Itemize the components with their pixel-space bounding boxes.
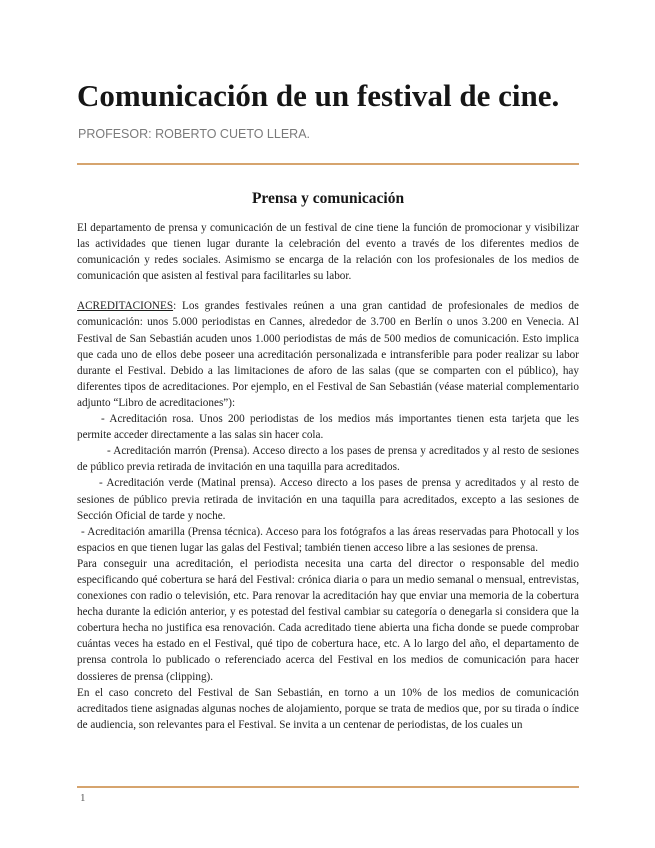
document-title: Comunicación de un festival de cine. <box>77 78 560 113</box>
paragraph-2: Para conseguir una acreditación, el periodista necesita una carta del director o responsable del medio especificando qué cobertura se hará del Festival: crónica diaria o para un medio semanal o mensual, entrevistas, conexiones con radio o televisión, etc. Para renovar la acreditación hay que enviar una memoria de la cobertura hecha durante la edición anterior, y es potestad del festival cambiar su categoría o denegarla si considera que la cobertura hecha no justifica esa renovación. Cada acreditado tiene abierta una ficha donde se puede comprobar cuántas veces ha estado en el Festival, qué tipo de cobertura hace, etc. A lo largo del año, el departamento de prensa controla lo publicado o referenciado acerca del Festival en los medios de comunicación para hacer dossieres de prensa (clipping). <box>77 557 579 683</box>
list-item: - Acreditación marrón (Prensa). Acceso directo a los pases de prensa y acreditados y al resto de sesiones de público previa retirada de invitación en una taquilla para acreditados. <box>77 445 579 474</box>
document-subtitle: PROFESOR: ROBERTO CUETO LLERA. <box>78 127 311 141</box>
intro-paragraph: El departamento de prensa y comunicación de un festival de cine tiene la función de promocionar y visibilizar las actividades que tienen lugar durante la celebración del evento a través de los diferentes medios de comunicación y redes sociales. Asimismo se encarga de la relación con los profesionales de los medios de comunicación que asisten al festival para facilitarles su labor. <box>77 222 579 283</box>
page-number: 1 <box>80 792 86 804</box>
accreditations-label: ACREDITACIONES <box>77 300 174 313</box>
list-item: - Acreditación rosa. Unos 200 periodistas de los medios más importantes tienen esta tarjeta que les permite acceder directamente a las salas sin hacer cola. <box>77 413 579 442</box>
accreditations-text: : Los grandes festivales reúnen a una gran cantidad de profesionales de medios de comunicación: unos 5.000 periodistas en Cannes, alrededor de 3.700 en Berlín o unos 3.200 en Venecia. Al Festival de San Sebastián acuden unos 1.000 periodistas de más de 500 medios de comunicación. Esto implica que cada uno de ellos debe poseer una acreditación personalizada e intransferible para poder realizar su labor durante el Festival. Debido a las limitaciones de aforo de las salas (que se comparten con el público), hay diferentes tipos de acreditaciones. Por ejemplo, en el Festival de San Sebastián (véase material complementario adjunto “Libro de acreditaciones”): <box>77 300 579 409</box>
document-body <box>77 220 579 780</box>
list-item: - Acreditación amarilla (Prensa técnica). Acceso para los fotógrafos a las áreas reservadas para Photocall y los espacios en que tienen lugar las galas del Festival; también tienen acceso libre a las sesiones de prensa. <box>77 525 579 554</box>
footer-divider <box>77 786 579 788</box>
accreditations-paragraph <box>77 298 579 411</box>
list-item: - Acreditación verde (Matinal prensa). Acceso directo a los pases de prensa y acreditados y al resto de sesiones de público previa retirada de invitación en una taquilla para acreditados, excepto a las sesiones de Sección Oficial de tarde y noche. <box>77 477 579 522</box>
paragraph-3: En el caso concreto del Festival de San Sebastián, en torno a un 10% de los medios de comunicación acreditados tiene asignadas algunas noches de alojamiento, porque se trata de medios que, por su tirada o índice de audiencia, son relevantes para el Festival. Se invita a un centenar de periodistas, de los cuales un <box>77 686 579 731</box>
section-heading: Prensa y comunicación <box>251 190 405 207</box>
header-divider <box>77 163 579 165</box>
